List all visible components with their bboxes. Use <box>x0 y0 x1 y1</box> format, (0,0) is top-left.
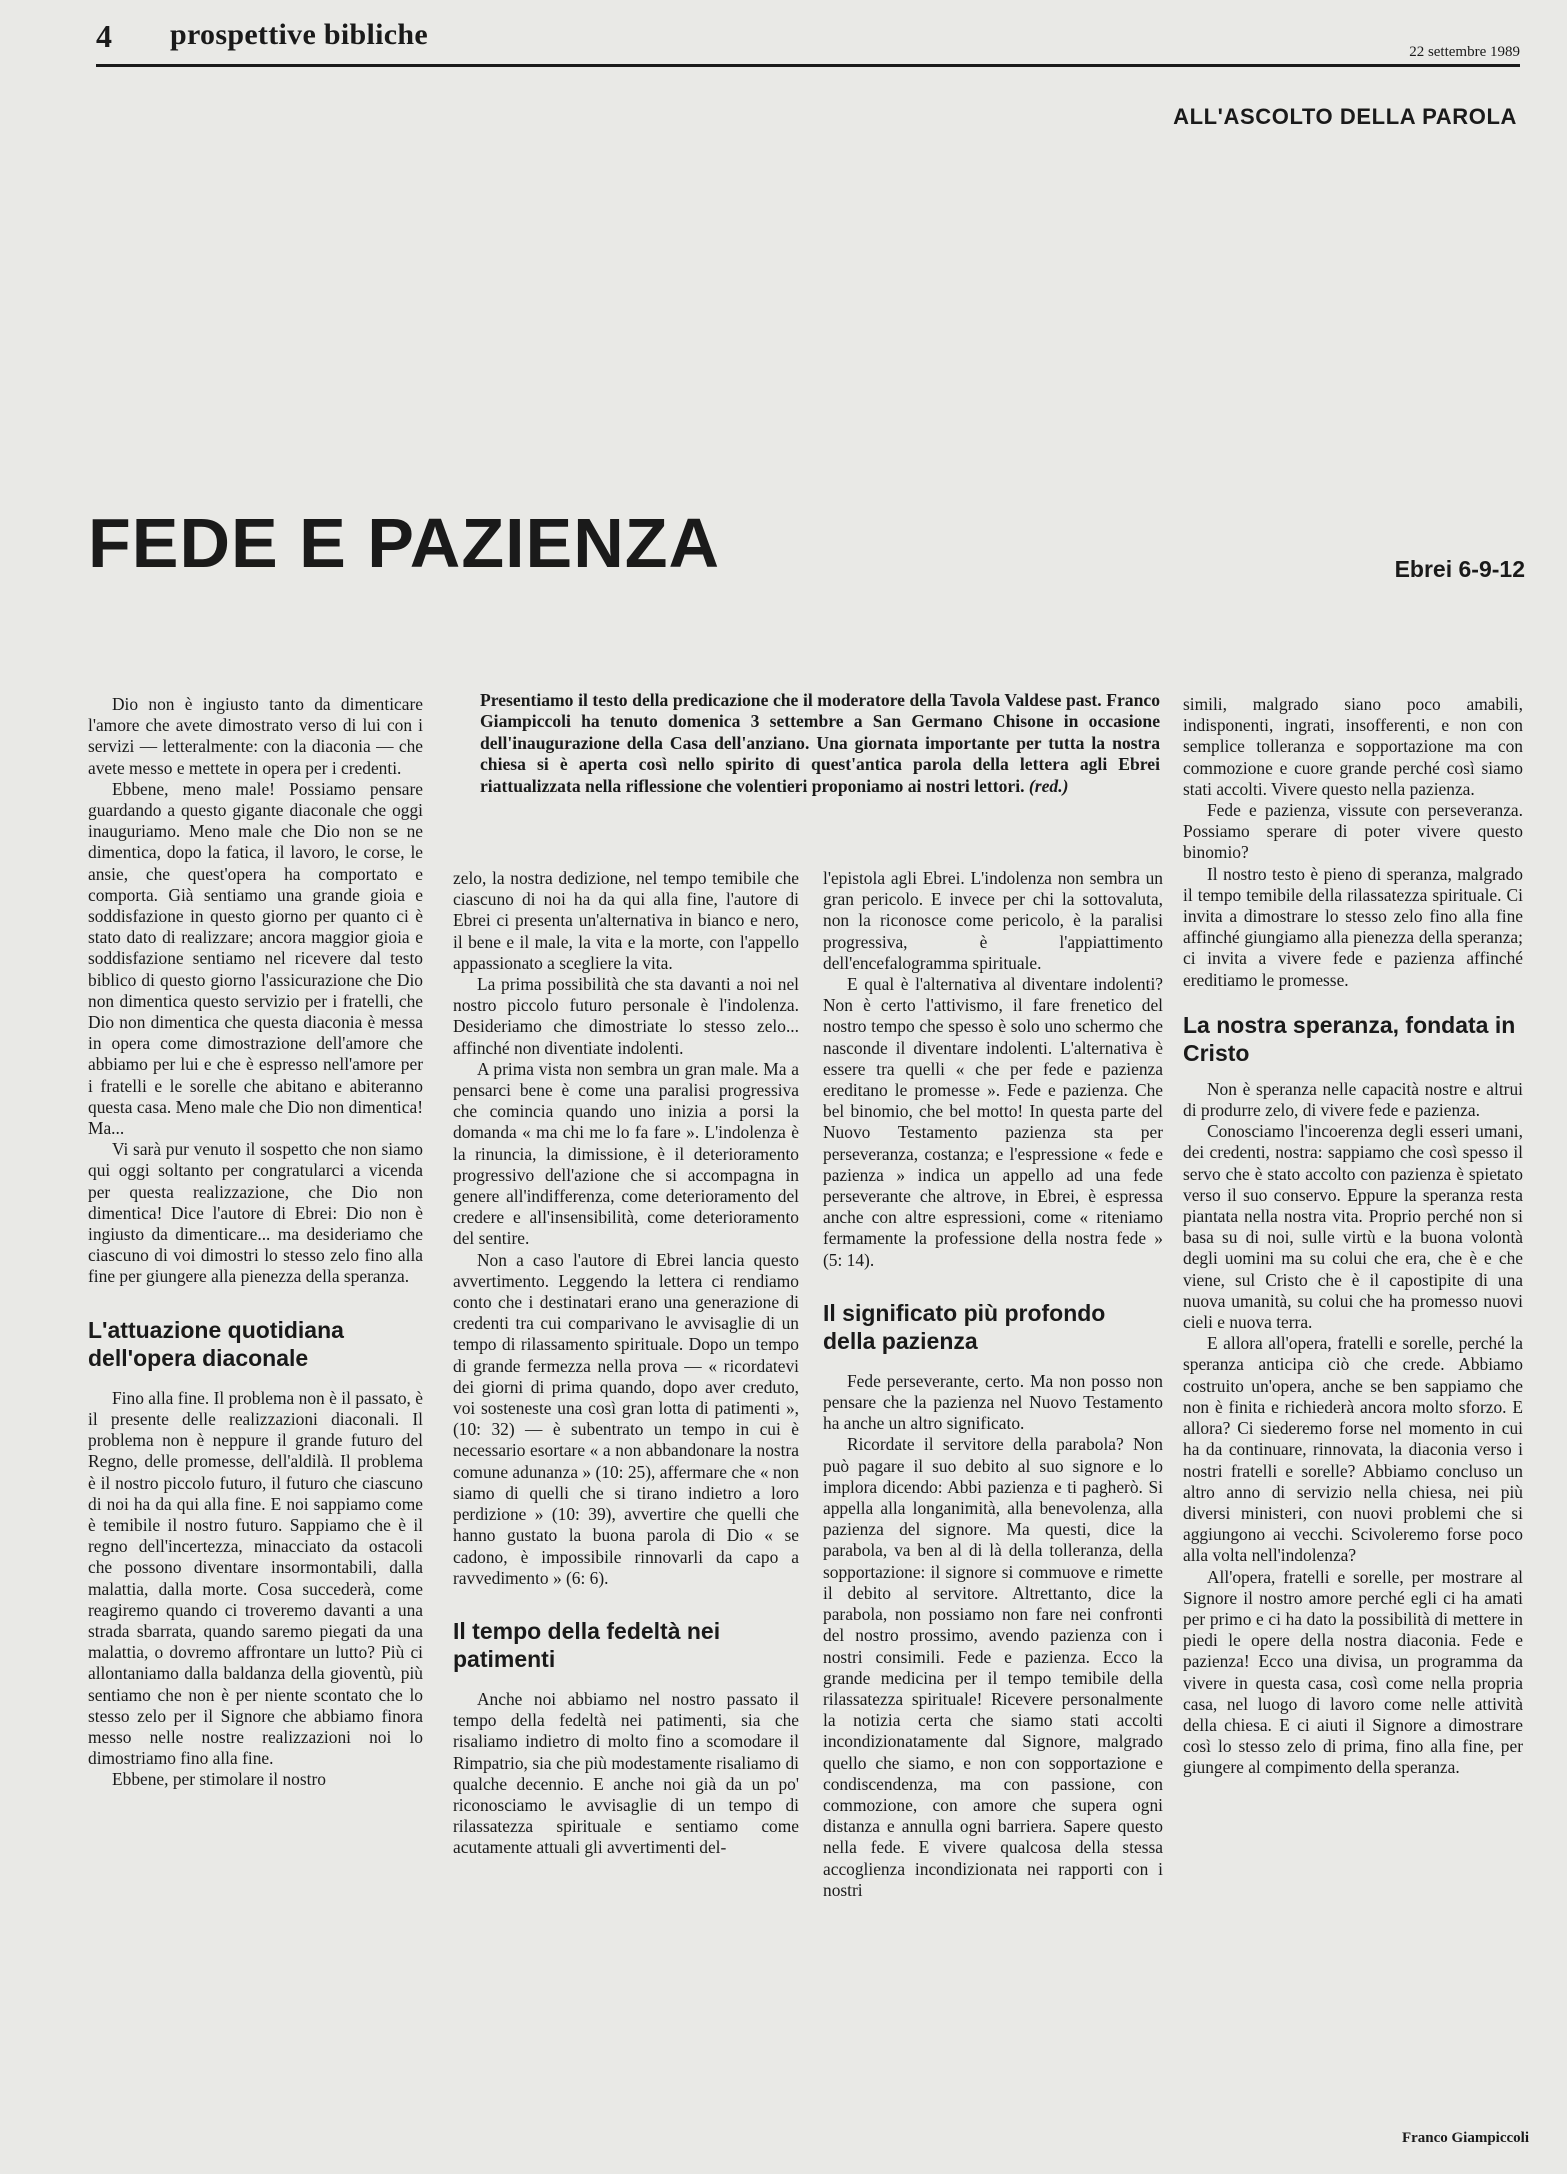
article-title: FEDE E PAZIENZA <box>88 504 721 582</box>
paragraph: Il nostro testo è pieno di speranza, malgrado il tempo temibile della rilassatezza spirituale. Ci invita a dimostrare lo stesso zelo fino alla fine affinché giungiamo alla pienezza della speranza; ci invita a vivere fede e pazienza affinché ereditiamo le promesse. <box>1183 863 1523 990</box>
paragraph: La prima possibilità che sta davanti a noi nel nostro piccolo futuro personale è l'indolenza. Desideriamo che dimostriate lo stesso zelo... affinché non diventiate indolenti. <box>453 974 799 1058</box>
paragraph: Fede e pazienza, vissute con perseveranza. Possiamo sperare di poter vivere questo binomio? <box>1183 800 1523 863</box>
paragraph: Dio non è ingiusto tanto da dimenticare l'amore che avete dimostrato verso di lui con i servizi — letteralmente: con la diaconia — che avete messo e mettete in opera per i credenti. <box>88 694 423 778</box>
paragraph: E qual è l'alternativa al diventare indolenti? Non è certo l'attivismo, il fare frenetico del nostro tempo che spesso è solo uno schermo che nasconde il diventare indolenti. L'alternativa è essere tra quelli « che per fede e pazienza ereditano le promesse ». Fede e pazienza. Che bel binomio, che bel motto! In questa parte del Nuovo Testamento pazienza sta per perseveranza, costanza; e l'espressione « fede e pazienza » indica un appello ad una fede perseverante che altrove, in Ebrei, è espressa anche con altre espressioni, come « riteniamo fermamente la professione della nostra fede » (5: 14). <box>823 974 1163 1270</box>
paragraph: All'opera, fratelli e sorelle, per mostrare al Signore il nostro amore perché egli ci ha amati per primo e ci ha dato la possibilità di mettere in piedi le opere della nostra diaconia. Fede e pazienza! Ecco una divisa, un programma da vivere in questa casa, così come nella propria casa, nel luogo di lavoro come nelle attività della chiesa. E ci aiuti il Signore a dimostrare così lo stesso zelo di prima, fino alla fine, per giungere al compimento della speranza. <box>1183 1566 1523 1778</box>
column-3 <box>823 868 1163 1901</box>
paragraph: simili, malgrado siano poco amabili, indisponenti, ingrati, insofferenti, e non con semplice tolleranza e sopportazione ma con commozione e cuore grande perché così siamo stati accolti. Vivere questo nella pazienza. <box>1183 694 1523 799</box>
scripture-reference: Ebrei 6-9-12 <box>1394 556 1525 582</box>
subheading: La nostra speranza, fondata in Cristo <box>1183 1011 1516 1066</box>
paragraph: zelo, la nostra dedizione, nel tempo temibile che ciascuno di noi ha da qui alla fine, l'autore di Ebrei ci presenta un'alternativa in bianco e nero, il bene e il male, la vita e la morte, con l'appello appassionato a scegliere la vita. <box>453 868 799 973</box>
intro-box <box>480 690 1160 797</box>
paragraph: Conosciamo l'incoerenza degli esseri umani, dei credenti, nostra: sappiamo che così spesso il servo che è stato accolto con pazienza è spietato verso il suo conservo. Eppure la speranza resta piantata nella nostra vita. Proprio perché non si basa su di noi, sulle virtù e la buona volontà degli uomini ma su colui che era, che è e che viene, sul Cristo che è il capostipite di una nuova umanità, su colui che ha promesso nuovi cieli e nuova terra. <box>1183 1121 1523 1333</box>
column-1 <box>88 694 423 1791</box>
paragraph: Fino alla fine. Il problema non è il passato, è il presente delle realizzazioni diaconali. Il problema non è neppure il grande futuro del Regno, delle promesse, dell'aldilà. Il problema è il nostro piccolo futuro, il futuro che ciascuno di noi ha da qui alla fine. E noi sappiamo come è temibile il nostro futuro. Sappiamo che è il regno dell'incertezza, minacciato da ostacoli che possono diventare insormontabili, dalla malattia, dalla morte. Cosa succederà, come reagiremo quando ci troveremo davanti a una strada sbarrata, quando saremo piegati da una malattia, o dovremo affrontare un lutto? Più ci allontaniamo dalla baldanza della gioventù, più sentiamo che non è per niente scontato che lo stesso zelo per il Signore che abbiamo finora messo nelle nostre realizzazioni noi lo dimostriamo fino alla fine. <box>88 1387 423 1769</box>
paragraph: Ricordate il servitore della parabola? Non può pagare il suo debito al suo signore e lo implora dicendo: Abbi pazienza e ti pagherò. Si appella alla longanimità, alla benevolenza, alla pazienza del signore. Ma questi, dice la parabola, va ben al di là della tolleranza, della sopportazione: il signore si commuove e rimette il debito al servitore. Altrettanto, dice la parabola, non possiamo non fare nei confronti del nostro prossimo, avendo pazienza con i nostri consimili. Fede e pazienza. Ecco la grande medicina per il tempo temibile della rilassatezza spirituale! Ricevere personalmente la notizia certa che siamo stati accolti incondizionatamente dal Signore, malgrado quello che siamo, e non con sopportazione e condiscendenza, ma con passione, con commozione, con amore che supera ogni distanza e annulla ogni barriera. Sapere questo nella fede. E vivere qualcosa della stessa accoglienza incondizionata nei rapporti con i nostri <box>823 1434 1163 1900</box>
header-rule <box>96 64 1520 67</box>
column-4 <box>1183 694 1523 1779</box>
paragraph: Fede perseverante, certo. Ma non posso non pensare che la pazienza nel Nuovo Testamento ha anche un altro significato. <box>823 1370 1163 1434</box>
paragraph: Non a caso l'autore di Ebrei lancia questo avvertimento. Leggendo la lettera ci rendiamo conto che i destinatari erano una generazione di credenti tra cui comparivano le avvisaglie di un tempo di rilassamento spirituale. Dopo un tempo di grande fermezza nella prova — « ricordatevi dei giorni di prima quando, dopo aver creduto, voi sosteneste una così gran lotta di patimenti », (10: 32) — è subentrato un tempo in cui è necessario esortare « a non abbandonare la nostra comune adunanza » (10: 25), affermare che « non siamo di quelli che si tirano indietro a loro perdizione » (10: 39), avvertire che quelli che hanno gustato la buona parola di Dio « se cadono, è impossibile rinnovarli da capo a ravvedimento » (6: 6). <box>453 1249 799 1588</box>
paragraph: Ebbene, per stimolare il nostro <box>112 1769 326 1790</box>
paragraph: Non è speranza nelle capacità nostre e altrui di produrre zelo, di vivere fede e pazienza. <box>1183 1078 1523 1121</box>
subheading: L'attuazione quotidiana dell'opera diaconale <box>88 1316 344 1371</box>
intro-credit: (red.) <box>1028 775 1069 796</box>
paragraph: E allora all'opera, fratelli e sorelle, perché la speranza anticipa ciò che crede. Abbiamo costruito un'opera, anche se ben sappiamo che non è finita e richiederà ancora molto sforzo. E allora? Ci siederemo forse nel momento in cui ha da continuare, rinnovata, la diaconia verso i nostri fratelli e sorelle? Abbiamo concluso un altro anno di servizio nella chiesa, nei più diversi ministeri, con nuovi problemi che si aggiungono ai vecchi. Scivoleremo forse poco alla volta nell'indolenza? <box>1183 1333 1523 1566</box>
subheading: Il tempo della fedeltà nei patimenti <box>453 1617 721 1672</box>
subheading: Il significato più profondo della pazienza <box>823 1299 1106 1354</box>
paragraph: l'epistola agli Ebrei. L'indolenza non sembra un gran pericolo. E invece per chi la sottovaluta, non la riconosce come pericolo, è la paralisi progressiva, è l'appiattimento dell'encefalogramma spirituale. <box>823 868 1163 973</box>
paragraph: Anche noi abbiamo nel nostro passato il tempo della fedeltà nei patimenti, sia che risaliamo indietro di molto fino a scomodare il Rimpatrio, sia che più modestamente risaliamo di qualche decennio. E anche noi già da un po' riconosciamo le avvisaglie di un tempo di rilassatezza spirituale e sentiamo come acutamente attuali gli avvertimenti del- <box>453 1688 799 1858</box>
masthead <box>96 18 1520 68</box>
author-signature: Franco Giampiccoli <box>1401 2130 1529 2146</box>
column-2 <box>453 868 799 1859</box>
intro-text: Presentiamo il testo della predicazione che il moderatore della Tavola Valdese past. Franco Giampiccoli ha tenuto domenica 3 settembre a San Germano Chisone in occasione dell'inaugurazione della Casa dell'anziano. Una giornata importante per tutta la nostra chiesa si è aperta così nello spirito di quest'antica parola della lettera agli Ebrei riattualizzata nella riflessione che volentieri proponiamo ai nostri lettori. <box>480 690 1160 796</box>
section-label: ALL'ASCOLTO DELLA PAROLA <box>1173 104 1517 129</box>
page-number: 4 <box>96 18 112 54</box>
issue-date: 22 settembre 1989 <box>1409 44 1520 60</box>
paragraph: A prima vista non sembra un gran male. Ma a pensarci bene è come una paralisi progressiva che comincia quando uno inizia a porsi la domanda « ma chi me lo fa fare ». L'indolenza è la rinuncia, la dimissione, è il deterioramento progressivo dell'azione che si accompagna in genere all'indifferenza, come deterioramento del credere e all'insensibilità, come deterioramento del sentire. <box>453 1058 799 1249</box>
paragraph: Vi sarà pur venuto il sospetto che non siamo qui oggi soltanto per congratularci a vicenda per questa realizzazione, che Dio non dimentica! Dice l'autore di Ebrei: Dio non è ingiusto da dimenticare... ma desideriamo che ciascuno di voi dimostri lo stesso zelo fino alla fine per giungere alla pienezza della speranza. <box>88 1139 423 1287</box>
paragraph: Ebbene, meno male! Possiamo pensare guardando a questo gigante diaconale che oggi inauguriamo. Meno male che Dio non se ne dimentica, dopo la fatica, il lavoro, le corse, le ansie, che quest'opera ha comportato e comporta. Già sentiamo una grande gioia e soddisfazione in questo giorno per quanto ci è stato dato di realizzare; ancora maggior gioia e soddisfazione sentiamo nel ricevere dal testo biblico di questo giorno l'assicurazione che Dio non dimentica questo servizio per i fratelli, che Dio non dimentica che questa diaconia è messa in opera come dimostrazione dell'amore che abbiamo per lui e che è espresso nell'amore per i fratelli e le sorelle che abitano e abiteranno questa casa. Meno male che Dio non dimentica! Ma... <box>88 778 423 1139</box>
publication-name: prospettive bibliche <box>170 18 428 51</box>
